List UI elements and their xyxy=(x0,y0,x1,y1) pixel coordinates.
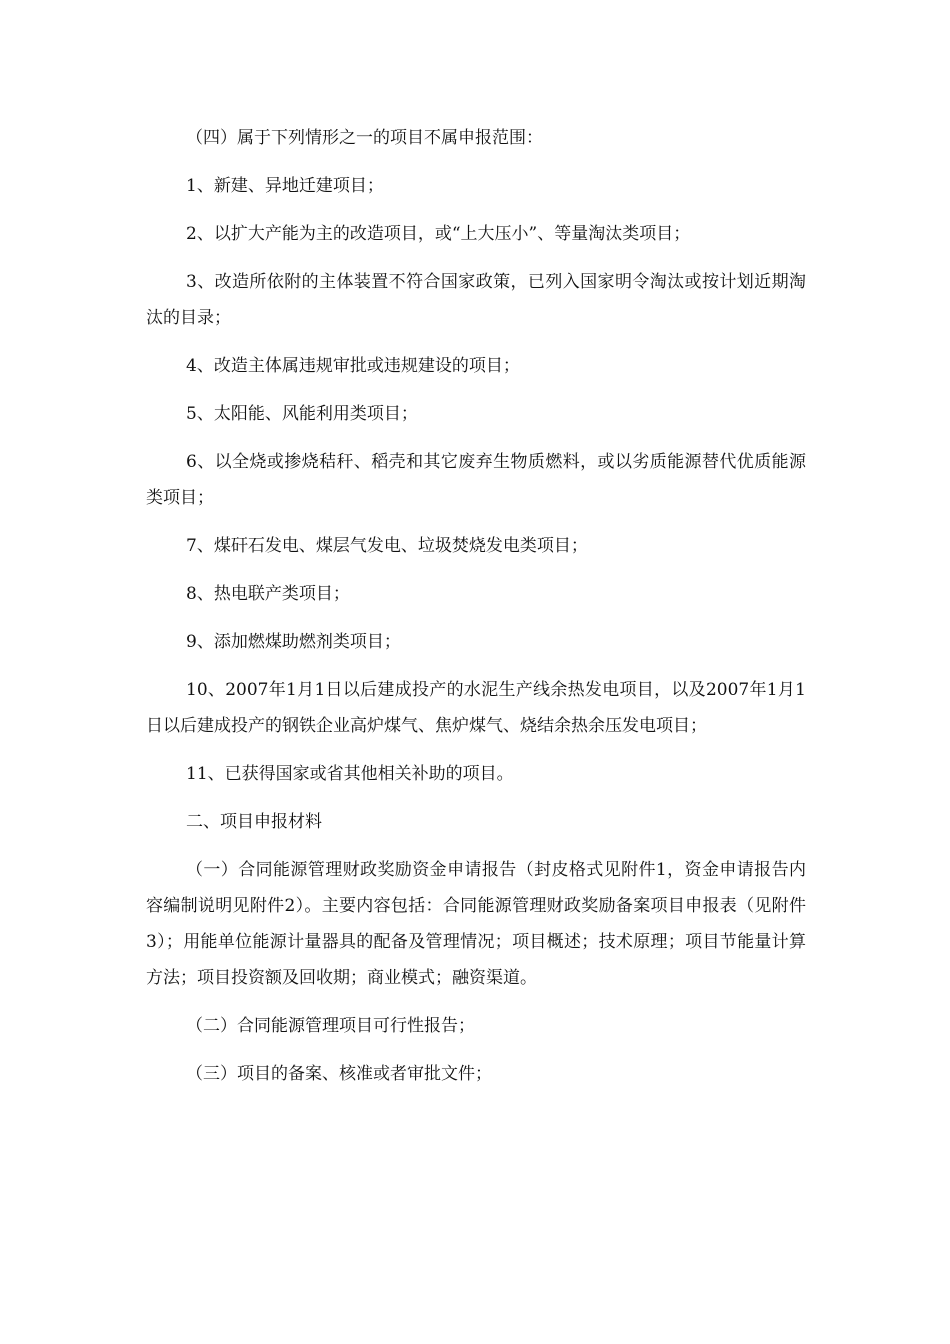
paragraph-item-5: 5、太阳能、风能利用类项目； xyxy=(186,404,418,424)
paragraph-item-6: 6、以全烧或掺烧秸秆、稻壳和其它废弃生物质燃料，或以劣质能源替代优质能源类项目； xyxy=(146,452,806,508)
paragraph-item-9: 9、添加燃煤助燃剂类项目； xyxy=(186,632,401,652)
document-body xyxy=(146,120,806,1104)
paragraph-materials-3: （三）项目的备案、核准或者审批文件； xyxy=(186,1064,492,1084)
paragraph-item-4: 4、改造主体属违规审批或违规建设的项目； xyxy=(186,356,520,376)
paragraph-item-2: 2、以扩大产能为主的改造项目，或“上大压小”、等量淘汰类项目； xyxy=(186,224,691,244)
paragraph-item-10: 10、2007年1月1日以后建成投产的水泥生产线余热发电项目，以及2007年1月1日以后建成投产的钢铁企业高炉煤气、焦炉煤气、烧结余热余压发电项目； xyxy=(146,680,806,736)
paragraph-item-7: 7、煤矸石发电、煤层气发电、垃圾焚烧发电类项目； xyxy=(186,536,588,556)
paragraph-item-1: 1、新建、异地迁建项目； xyxy=(186,176,384,196)
paragraph-item-8: 8、热电联产类项目； xyxy=(186,584,350,604)
paragraph-item-3: 3、改造所依附的主体装置不符合国家政策，已列入国家明令淘汰或按计划近期淘汰的目录； xyxy=(146,272,806,328)
section-heading-materials: 二、项目申报材料 xyxy=(186,812,322,832)
paragraph-item-11: 11、已获得国家或省其他相关补助的项目。 xyxy=(186,764,514,784)
paragraph-materials-2: （二）合同能源管理项目可行性报告； xyxy=(186,1016,475,1036)
paragraph-materials-1: （一）合同能源管理财政奖励资金申请报告（封皮格式见附件1，资金申请报告内容编制说明见附件2）。主要内容包括：合同能源管理财政奖励备案项目申报表（见附件3）；用能单位能源计量器具的配备及管理情况；项目概述；技术原理；项目节能量计算方法；项目投资额及回收期；商业模式；融资渠道。 xyxy=(146,860,806,988)
paragraph-exclusion-heading: （四）属于下列情形之一的项目不属申报范围： xyxy=(186,128,543,148)
